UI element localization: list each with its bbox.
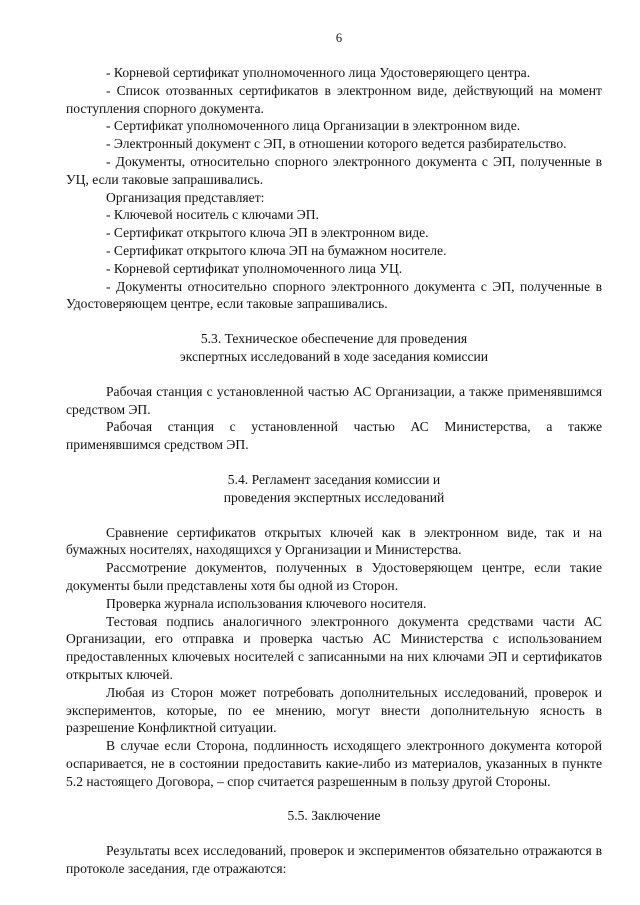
paragraph: Результаты всех исследований, проверок и экспериментов обязательно отражаются в протоколе заседания, где отражаются:	[66, 843, 602, 877]
section-heading-line: 5.4. Регламент заседания комиссии и	[227, 471, 441, 487]
page-number: 6	[335, 31, 343, 45]
paragraph: Любая из Сторон может потребовать дополнительных исследований, проверок и экспериментов, которые, по ее мнению, могут внести дополнительную ясность в разрешение Конфликтной ситуации.	[66, 684, 602, 736]
list-item: - Корневой сертификат уполномоченного лица Удостоверяющего центра.	[106, 65, 531, 80]
paragraph: Проверка журнала использования ключевого носителя.	[106, 595, 427, 611]
section-5-4-heading	[66, 471, 602, 507]
paragraph: Тестовая подпись аналогичного электронного документа средствами части АС Организации, его отправка и проверка частью АС Министерства с использованием предоставленных ключевых носителей с записанными на них ключами ЭП и сертификатов открытых ключей.	[66, 613, 602, 682]
list-item: - Документы, относительно спорного электронного документа с ЭП, полученные в УЦ, если таковые запрашивались.	[66, 153, 602, 187]
materials-list	[66, 64, 602, 313]
paragraph: Рассмотрение документов, полученных в Удостоверяющем центре, если такие документы были представлены хотя бы одной из Сторон.	[66, 560, 602, 593]
paragraph: Рабочая станция с установленной частью АС Организации, а также применявшимся средством ЭП.	[66, 383, 602, 417]
section-heading-line: экспертных исследований в ходе заседания комиссии	[179, 348, 489, 364]
section-5-5-body	[66, 842, 602, 878]
section-5-4-body	[66, 524, 602, 791]
list-item: - Корневой сертификат уполномоченного лица УЦ.	[106, 260, 403, 276]
paragraph: Сравнение сертификатов открытых ключей как в электронном виде, так и на бумажных носителях, находящихся у Организации и Министерства.	[66, 524, 602, 558]
list-item: - Электронный документ с ЭП, в отношении которого ведется разбирательство.	[106, 136, 567, 152]
section-5-3-body	[66, 383, 602, 454]
section-heading-line: 5.5. Заключение	[287, 808, 381, 824]
section-heading-line: проведения экспертных исследований	[223, 489, 445, 505]
list-item: - Документы относительно спорного электронного документа с ЭП, полученные в Удостоверяющем центре, если таковые запрашивались.	[66, 278, 602, 312]
list-item: - Ключевой носитель с ключами ЭП.	[106, 207, 319, 223]
section-5-3-heading	[66, 330, 602, 366]
organization-provides-label: Организация представляет:	[106, 189, 265, 205]
list-item: - Сертификат открытого ключа ЭП в электронном виде.	[106, 225, 429, 241]
list-item: - Список отозванных сертификатов в электронном виде, действующий на момент поступления спорного документа.	[66, 82, 602, 116]
section-5-5-heading	[66, 807, 602, 825]
paragraph: В случае если Сторона, подлинность исходящего электронного документа которой оспаривается, не в состоянии предоставить какие-либо из материалов, указанных в пункте 5.2 настоящего Договора, – спор считается разрешенным в пользу другой Стороны.	[66, 738, 602, 789]
list-item: - Сертификат открытого ключа ЭП на бумажном носителе.	[106, 242, 447, 258]
list-item: - Сертификат уполномоченного лица Организации в электронном виде.	[106, 118, 521, 134]
paragraph: Рабочая станция с установленной частью АС Министерства, а также применявшимся средством ЭП.	[66, 419, 602, 453]
section-heading-line: 5.3. Техническое обеспечение для проведения	[200, 331, 468, 347]
